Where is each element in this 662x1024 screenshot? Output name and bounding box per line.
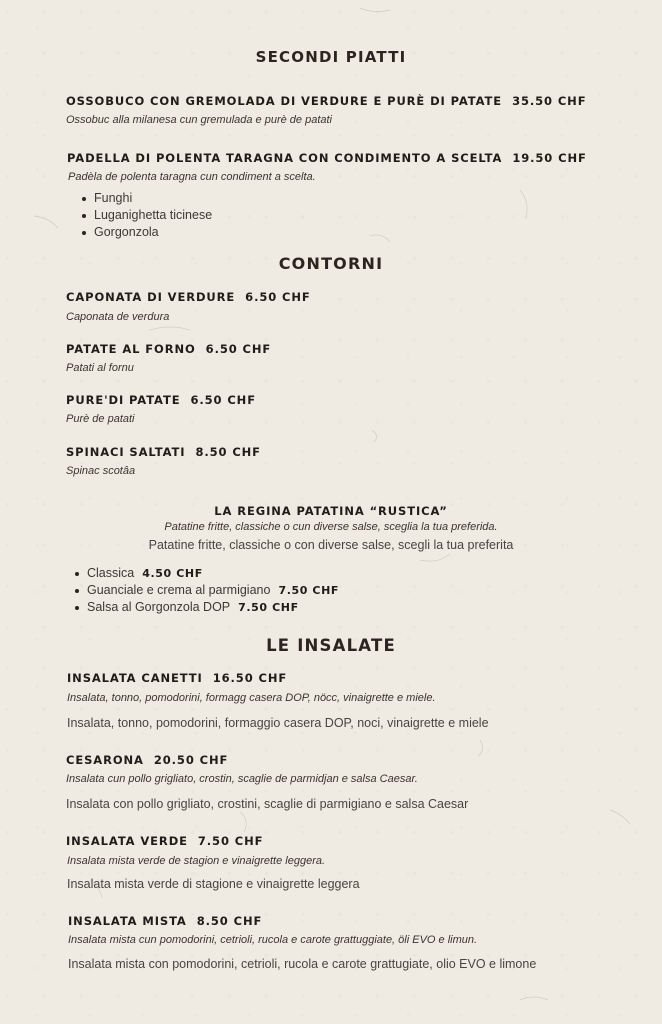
section-title-contorni: CONTORNI bbox=[278, 254, 384, 273]
item-italian-desc: Insalata con pollo grigliato, crostini, scaglie di parmigiano e salsa Caesar bbox=[66, 797, 469, 811]
item-dialect-desc: Padèla de polenta taragna cun condiment a scelta. bbox=[68, 171, 316, 183]
item-price: 35.50 CHF bbox=[512, 94, 587, 108]
item-price: 7.50 CHF bbox=[197, 834, 264, 848]
section-title-secondi: SECONDI PIATTI bbox=[255, 48, 407, 66]
list-item: Funghi bbox=[80, 191, 212, 208]
item-dialect-desc: Patati al fornu bbox=[66, 362, 134, 374]
item-dialect-desc: Ossobuc alla milanesa cun gremulada e purè de patati bbox=[66, 114, 332, 126]
item-name: INSALATA MISTA bbox=[68, 914, 187, 928]
menu-item-cesarona bbox=[66, 753, 228, 767]
list-item bbox=[73, 583, 339, 600]
regina-patatina-title: LA REGINA PATATINA “RUSTICA” bbox=[214, 504, 448, 518]
menu-item-pure-patate bbox=[66, 393, 256, 407]
item-name: PATATE AL FORNO bbox=[66, 342, 196, 356]
item-price: 6.50 CHF bbox=[205, 342, 272, 356]
list-item: Luganighetta ticinese bbox=[80, 208, 212, 225]
option-label: Guanciale e crema al parmigiano bbox=[87, 583, 271, 597]
item-dialect-desc: Insalata mista cun pomodorini, cetrioli, rucola e carote grattuggiate, öli EVO e limun. bbox=[68, 934, 478, 946]
item-dialect-desc: Purè de patati bbox=[66, 413, 135, 425]
item-name: CAPONATA DI VERDURE bbox=[66, 290, 236, 304]
menu-item-patate-forno bbox=[66, 342, 271, 356]
item-dialect-desc: Insalata mista verde de stagion e vinaigrette leggera. bbox=[67, 855, 326, 867]
polenta-options-list bbox=[80, 191, 212, 242]
menu-item-ossobuco bbox=[66, 94, 586, 108]
item-dialect-desc: Insalata cun pollo grigliato, crostin, scaglie de parmidjan e salsa Caesar. bbox=[66, 773, 418, 785]
regina-italian-desc: Patatine fritte, classiche o con diverse salse, scegli la tua preferita bbox=[148, 538, 514, 552]
option-label: Classica bbox=[87, 566, 135, 580]
menu-item-padella-polenta bbox=[67, 151, 587, 165]
item-name: SPINACI SALTATI bbox=[66, 445, 186, 459]
option-price: 7.50 CHF bbox=[278, 584, 340, 597]
item-price: 20.50 CHF bbox=[153, 753, 229, 767]
menu-item-spinaci bbox=[66, 445, 261, 459]
menu-item-insalata-canetti bbox=[67, 671, 287, 685]
menu-item-caponata bbox=[66, 290, 311, 304]
item-name: INSALATA VERDE bbox=[66, 834, 188, 848]
option-price: 4.50 CHF bbox=[142, 567, 203, 580]
list-item: Gorgonzola bbox=[80, 225, 212, 242]
item-price: 19.50 CHF bbox=[512, 151, 587, 165]
item-dialect-desc: Spinac scotâa bbox=[66, 465, 136, 477]
regina-dialect-desc: Patatine fritte, classiche o cun diverse salse, sceglia la tua preferida. bbox=[164, 521, 498, 533]
option-label: Salsa al Gorgonzola DOP bbox=[87, 600, 231, 614]
item-italian-desc: Insalata, tonno, pomodorini, formaggio casera DOP, noci, vinaigrette e miele bbox=[67, 716, 489, 730]
item-name: CESARONA bbox=[66, 753, 144, 767]
menu-item-insalata-mista bbox=[68, 914, 262, 928]
section-title-insalate: LE INSALATE bbox=[266, 636, 396, 655]
item-italian-desc: Insalata mista verde di stagione e vinaigrette leggera bbox=[67, 877, 360, 891]
list-item bbox=[73, 566, 339, 583]
item-price: 6.50 CHF bbox=[190, 393, 256, 407]
item-price: 6.50 CHF bbox=[245, 290, 311, 304]
item-dialect-desc: Insalata, tonno, pomodorini, formagg casera DOP, nöcc, vinaigrette e miele. bbox=[67, 692, 436, 704]
item-price: 8.50 CHF bbox=[196, 914, 263, 928]
item-italian-desc: Insalata mista con pomodorini, cetrioli, rucola e carote grattugiate, olio EVO e limone bbox=[68, 957, 537, 971]
item-dialect-desc: Caponata de verdura bbox=[66, 311, 170, 323]
list-item bbox=[73, 600, 339, 617]
item-price: 8.50 CHF bbox=[195, 445, 261, 459]
menu-item-insalata-verde bbox=[66, 834, 263, 848]
item-price: 16.50 CHF bbox=[212, 671, 288, 685]
regina-options-list bbox=[73, 566, 339, 617]
item-name: INSALATA CANETTI bbox=[67, 671, 203, 685]
option-price: 7.50 CHF bbox=[238, 601, 299, 614]
item-name: PADELLA DI POLENTA TARAGNA CON CONDIMENTO A SCELTA bbox=[67, 151, 503, 165]
item-name: PURE'DI PATATE bbox=[66, 393, 181, 407]
item-name: OSSOBUCO CON GREMOLADA DI VERDURE E PURÈ DI PATATE bbox=[66, 94, 503, 108]
